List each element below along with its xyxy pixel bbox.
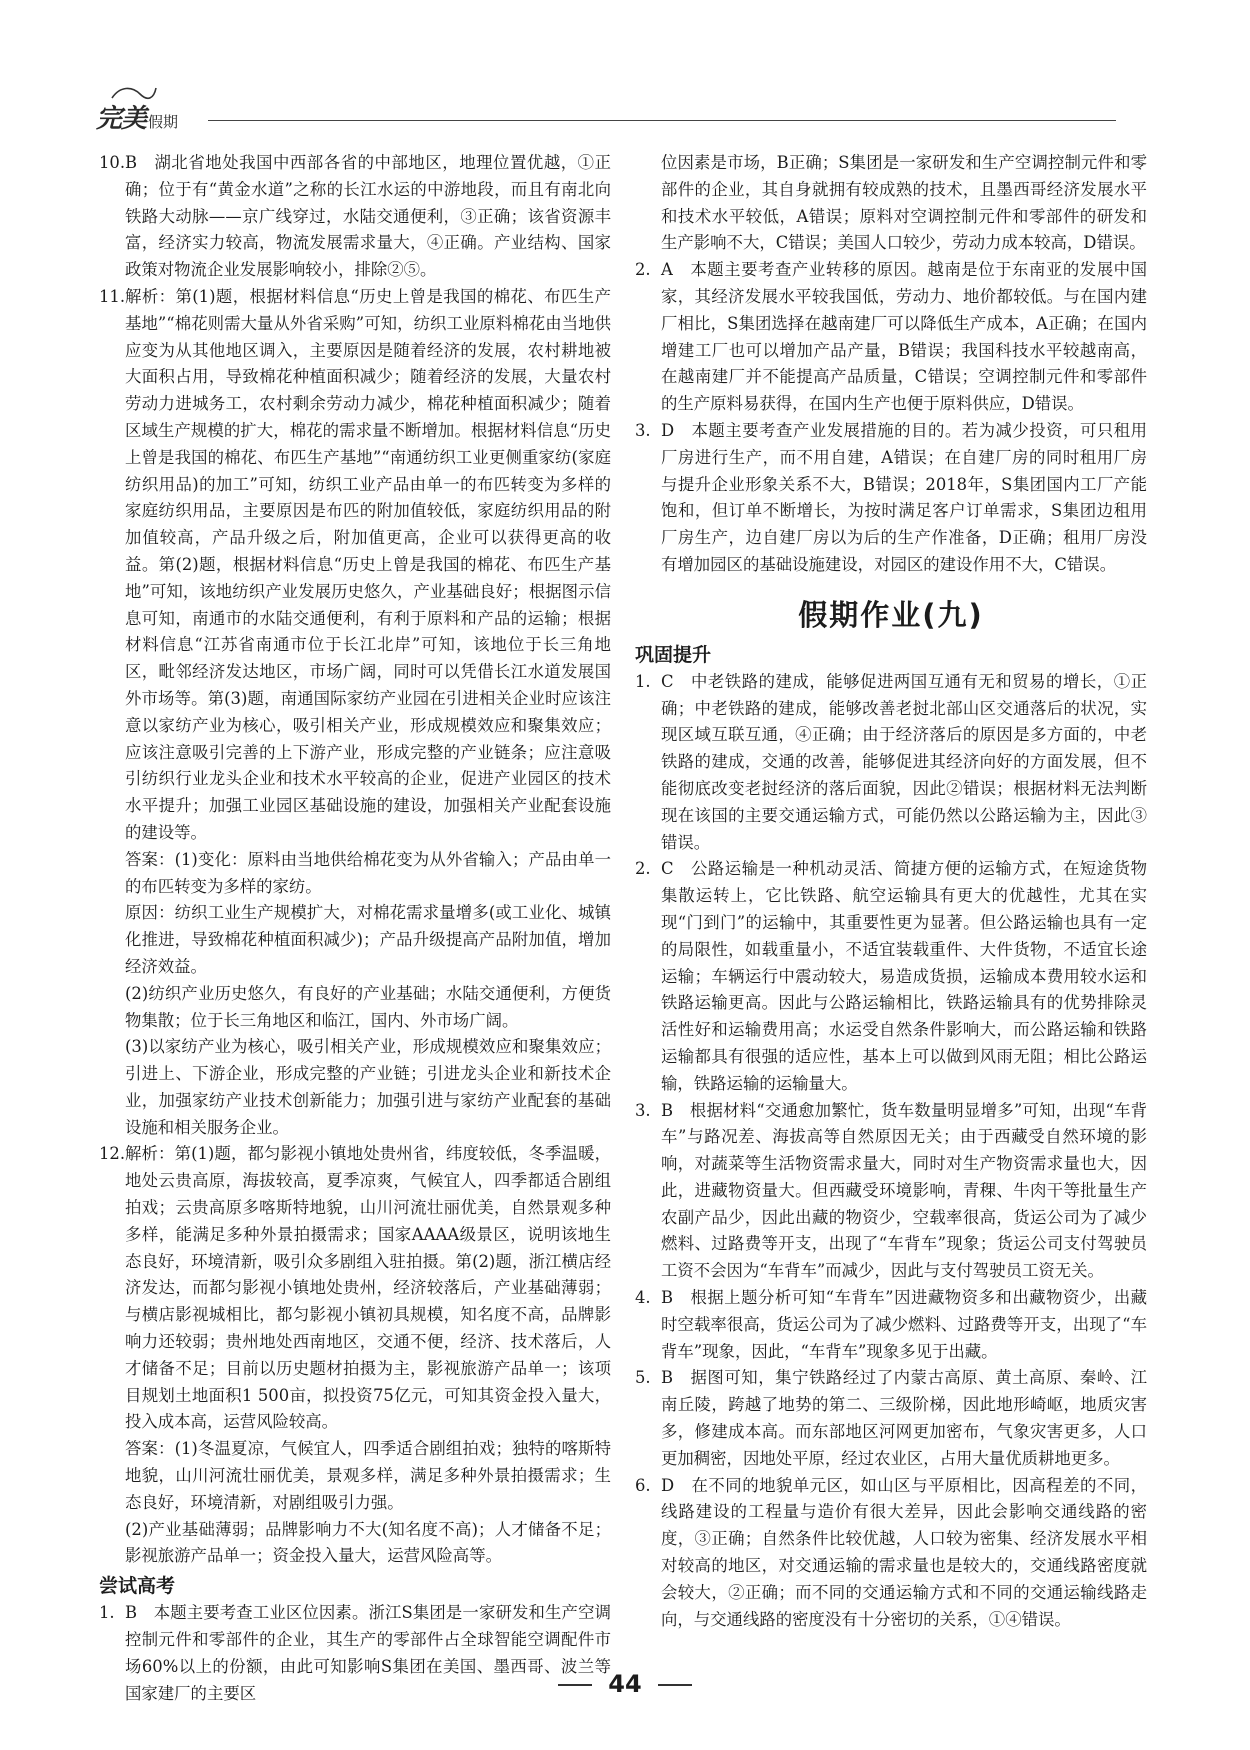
- logo-sub-text: 假期: [148, 113, 179, 131]
- item-text: C 中老铁路的建成，能够促进两国互通有无和贸易的增长，①正确；中老铁路的建成，能够改善老挝北部山区交通落后的状况，实现区域互联互通，④正确；由于经济落后的原因是多方面的，中老铁路的建成，交通的改善，能够促进其经济向好的方面发展，但不能彻底改变老挝经济的落后面貌，因此②错误；根据材料无法判断现在该国的主要交通运输方式，可能仍然以公路运输为主，因此③错误。: [661, 671, 1147, 852]
- answer-item-12: [99, 1141, 611, 1436]
- answer-11-line-3: (2)纺织产业历史悠久，有良好的产业基础；水陆交通便利，方便货物集散；位于长三角地区和临江，国内、外市场广阔。: [125, 983, 611, 1030]
- page-header: [96, 98, 1116, 148]
- answer-11-line-2: 原因：纺织工业生产规模扩大，对棉花需求量增多(或工业化、城镇化推进，导致棉花种植面积减少)；产品升级提高产品附加值，增加经济效益。: [125, 903, 611, 976]
- item-text: B 据图可知，集宁铁路经过了内蒙古高原、黄土高原、秦岭、江南丘陵，跨越了地势的第二、三级阶梯，因此地形崎岖，地质灾害多，修建成本高。而东部地区河网更加密布，气象灾害更多，人口更加稠密，因地处平原，经过农业区，占用大量优质耕地更多。: [661, 1368, 1147, 1468]
- try-item-2: [635, 257, 1147, 418]
- item-text: B 根据上题分析可知“车背车”因进藏物资多和出藏物资少，出藏时空载率很高，货运公司为了减少燃料、过路费等开支，出现了“车背车”现象，因此，“车背车”现象多见于出藏。: [661, 1288, 1147, 1361]
- logo-main-text: 完美: [96, 104, 147, 134]
- item-number: 5.: [635, 1368, 651, 1388]
- left-column: [99, 150, 611, 1707]
- item-text: B 湖北省地处我国中西部各省的中部地区，地理位置优越，①正确；位于有“黄金水道”之称的长江水运的中游地段，而且有南北向铁路大动脉——京广线穿过，水陆交通便利，③正确；该省资源丰富，经济实力较高，物流发展需求量大，④正确。产业结构、国家政策对物流企业发展影响较小，排除②⑤。: [125, 153, 611, 280]
- page-number-dash-right: [658, 1684, 692, 1686]
- section-heading-consolidate: 巩固提升: [635, 643, 712, 666]
- item-text: 解析：第(1)题，都匀影视小镇地处贵州省，纬度较低，冬季温暖，地处云贵高原，海拔较高，夏季凉爽，气候宜人，四季都适合剧组拍戏；云贵高原多喀斯特地貌，山川河流壮丽优美，自然景观多种多样，能满足多种外景拍摄需求；国家AAAA级景区，说明该地生态良好，环境清新，吸引众多剧组入驻拍摄。第(2)题，浙江横店经济发达，而都匀影视小镇地处贵州，经济较落后，产业基础薄弱；与横店影视城相比，都匀影视小镇初具规模，知名度不高，品牌影响力还较弱；贵州地处西南地区，交通不便，经济、技术落后，人才储备不足；目前以历史题材拍摄为主，影视旅游产品单一；该项目规划土地面积1 500亩，拟投资75亿元，可知其资金投入量大，投入成本高，运营风险较高。: [125, 1144, 611, 1432]
- item-number: 2.: [635, 859, 651, 879]
- item-text: C 公路运输是一种机动灵活、简捷方便的运输方式，在短途货物集散运转上，它比铁路、航空运输具有更大的优越性，尤其在实现“门到门”的运输中，其重要性更为显著。但公路运输也具有一定的局限性，如载重量小，不适宜装载重件、大件货物，不适宜长途运输；车辆运行中震动较大，易造成货损，运输成本费用较水运和铁路运输更高。因此与公路运输相比，铁路运输具有的优势排除灵活性好和运输费用高；水运受自然条件影响大，而公路运输和铁路运输都具有很强的适应性，基本上可以做到风雨无阻；相比公路运输，铁路运输的运输量大。: [661, 859, 1147, 1093]
- consolidate-item-5: [635, 1365, 1147, 1472]
- item-text: A 本题主要考查产业转移的原因。越南是位于东南亚的发展中国家，其经济发展水平较我国低，劳动力、地价都较低。与在国内建厂相比，S集团选择在越南建厂可以降低生产成本，A正确；在国内增建工厂也可以增加产品产量，B错误；我国科技水平较越南高，在越南建厂并不能提高产品质量，C错误；空调控制元件和零部件的生产原料易获得，在国内生产也便于原料供应，D错误。: [661, 260, 1147, 414]
- answer-item-11: [99, 284, 611, 847]
- header-rule: [208, 120, 1116, 121]
- item-number: 4.: [635, 1288, 651, 1308]
- page-number-dash-left: [558, 1684, 592, 1686]
- item-text: D 在不同的地貌单元区，如山区与平原相比，因高程差的不同，线路建设的工程量与造价有很大差异，因此会影响交通线路的密度，③正确；自然条件比较优越，人口较为密集、经济发展水平相对较高的地区，对交通运输的需求量也是较大的，交通线路密度就会较大，②正确；而不同的交通运输方式和不同的交通运输线路走向，与交通线路的密度没有十分密切的关系，①④错误。: [661, 1475, 1147, 1629]
- answer-11-line-1: 答案：(1)变化：原料由当地供给棉花变为从外省输入；产品由单一的布匹转变为多样的家纺。: [125, 849, 611, 896]
- item-text: 解析：第(1)题，根据材料信息“历史上曾是我国的棉花、布匹生产基地”“棉花则需大量从外省采购”可知，纺织工业原料棉花由当地供应变为从其他地区调入，主要原因是随着经济的发展，农村耕地被大面积占用，导致棉花种植面积减少；随着经济的发展，大量农村劳动力进城务工，农村剩余劳动力减少，棉花种植面积减少；随着区域生产规模的扩大，棉花的需求量不断增加。根据材料信息“历史上曾是我国的棉花、布匹生产基地”“南通纺织工业更侧重家纺(家庭纺织用品)的加工”可知，纺织工业产品由单一的布匹转变为多样的家庭纺织用品，主要原因是布匹的附加值较低，家庭纺织用品的附加值较高，产品升级之后，附加值更高，企业可以获得更高的收益。第(2)题，根据材料信息“历史上曾是我国的棉花、布匹生产基地”可知，该地纺织产业发展历史悠久，产业基础良好；根据图示信息可知，南通市的水陆交通便利，有利于原料和产品的运输；根据材料信息“江苏省南通市位于长江北岸”可知，该地位于长三角地区，毗邻经济发达地区，市场广阔，同时可以凭借长江水道发展国外市场等。第(3)题，南通国际家纺产业园在引进相关企业时应该注意以家纺产业为核心，吸引相关产业，形成规模效应和聚集效应；应该注意吸引完善的上下游产业，形成完整的产业链条；应注意吸引纺织行业龙头企业和技术水平较高的企业，促进产业园区的技术水平提升；加强工业园区基础设施的建设，加强相关产业配套设施的建设等。: [125, 286, 611, 842]
- logo-swirl-icon: [110, 84, 158, 102]
- page-number-value: 44: [608, 1670, 642, 1698]
- consolidate-item-4: [635, 1285, 1147, 1365]
- item-text: B 本题主要考查工业区位因素。浙江S集团是一家研发和生产空调控制元件和零部件的企业，其生产的零部件占全球智能空调配件市场60%以上的份额，由此可知影响S集团在美国、墨西哥、波兰等国家建厂的主要区: [125, 1603, 611, 1703]
- item-text: D 本题主要考查产业发展措施的目的。若为减少投资，可只租用厂房进行生产，而不用自建，A错误；在自建厂房的同时租用厂房与提升企业形象关系不大，B错误；2018年，S集团国内工厂产能饱和，但订单不断增长，为按时满足客户订单需求，S集团边租用厂房生产，边自建厂房以为后的生产作准备，D正确；租用厂房没有增加园区的基础设施建设，对园区的建设作用不大，C错误。: [661, 420, 1147, 574]
- item-number: 1.: [99, 1603, 115, 1623]
- consolidate-item-2: [635, 856, 1147, 1097]
- item-number: 2.: [635, 260, 651, 280]
- item-number: 3.: [635, 420, 651, 440]
- try-item-3: [635, 418, 1147, 579]
- item-number: 12.: [99, 1144, 126, 1164]
- section-heading-try: 尝试高考: [99, 1575, 176, 1598]
- consolidate-item-3: [635, 1098, 1147, 1286]
- right-column: [635, 150, 1147, 1633]
- answer-item-10: [99, 150, 611, 284]
- page-number: [0, 1670, 1250, 1698]
- consolidate-item-1: [635, 669, 1147, 857]
- item-text: B 根据材料“交通愈加繁忙，货车数量明显增多”可知，出现“车背车”与路况差、海拔高等自然原因无关；由于西藏受自然环境的影响，对蔬菜等生活物资需求量大，同时对生产物资需求量也大，因此，进藏物资量大。但西藏受环境影响，青稞、牛肉干等批量生产农副产品少，因此出藏的物资少，空载率很高，货运公司为了减少燃料、过路费等开支，出现了“车背车”现象；货运公司支付驾驶员工资不会因为“车背车”而减少，因此与支付驾驶员工资无关。: [661, 1100, 1147, 1281]
- item-number: 10.: [99, 153, 126, 172]
- homework-title: 假期作业(九): [798, 597, 984, 632]
- item-number: 6.: [635, 1475, 651, 1495]
- answer-12-line-1: 答案：(1)冬温夏凉，气候宜人，四季适合剧组拍戏；独特的喀斯特地貌，山川河流壮丽优美，景观多样，满足多种外景拍摄需求；生态良好，环境清新，对剧组吸引力强。: [125, 1439, 611, 1512]
- item-number: 11.: [99, 286, 126, 306]
- item-number: 3.: [635, 1100, 651, 1120]
- item-number: 1.: [635, 671, 651, 691]
- answer-12-line-2: (2)产业基础薄弱；品牌影响力不大(知名度不高)；人才储备不足；影视旅游产品单一；资金投入量大，运营风险高等。: [125, 1519, 611, 1566]
- brand-logo: [96, 98, 178, 135]
- consolidate-item-6: [635, 1473, 1147, 1634]
- answer-11-line-4: (3)以家纺产业为核心，吸引相关产业，形成规模效应和聚集效应；引进上、下游企业，形成完整的产业链；引进龙头企业和新技术企业，加强家纺产业技术创新能力；加强引进与家纺产业配套的基础设施和相关服务企业。: [125, 1037, 611, 1137]
- continuation-text: 位因素是市场，B正确；S集团是一家研发和生产空调控制元件和零部件的企业，其自身就拥有较成熟的技术，且墨西哥经济发展水平和技术水平较低，A错误；原料对空调控制元件和零部件的研发和生产影响不大，C错误；美国人口较少，劳动力成本较高，D错误。: [661, 153, 1147, 253]
